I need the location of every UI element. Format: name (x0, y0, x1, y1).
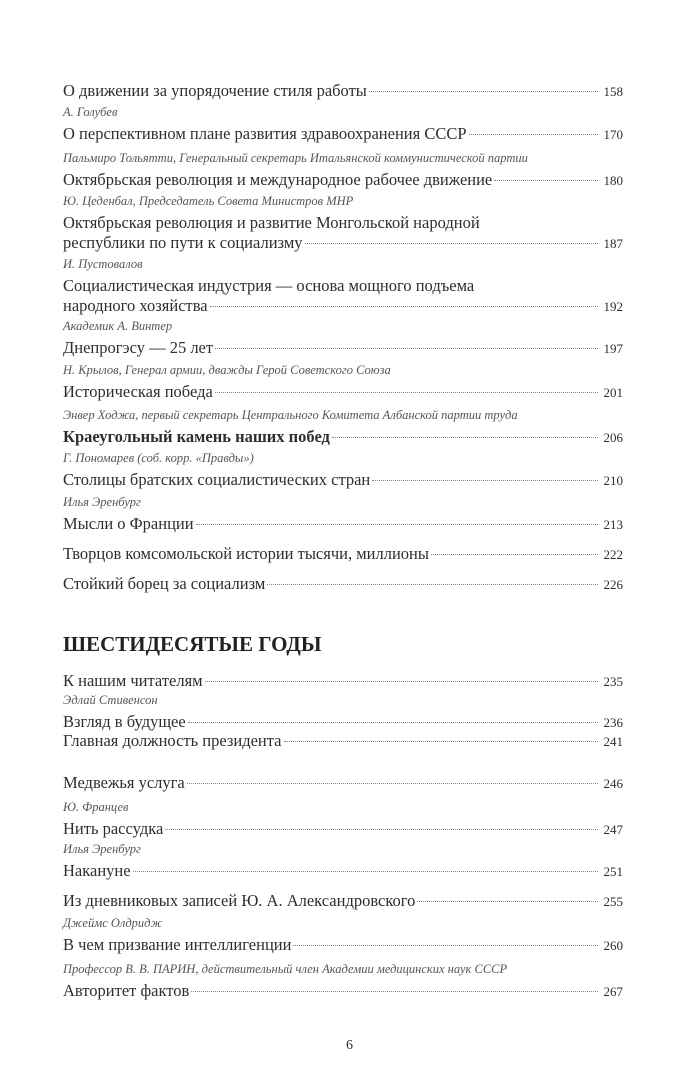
toc-entry[interactable] (63, 981, 623, 1002)
dot-leader (372, 480, 597, 481)
entry-page-number: 187 (603, 235, 623, 251)
entry-page-number: 158 (603, 84, 623, 99)
toc-entry[interactable] (63, 427, 623, 448)
toc-entry[interactable] (63, 773, 623, 794)
toc-entry[interactable] (63, 213, 623, 233)
entry-page-number: 222 (603, 547, 623, 562)
dot-leader (187, 783, 598, 784)
toc-entry[interactable] (63, 124, 623, 145)
entry-title: Историческая победа (63, 382, 213, 401)
toc-entry[interactable] (63, 382, 623, 403)
entry-page-number: 201 (603, 385, 623, 400)
entry-author: Энвер Ходжа, первый секретарь Центрального Комитета Албанской партии труда (63, 408, 518, 422)
entry-title: К нашим читателям (63, 671, 203, 690)
dot-leader (196, 524, 598, 525)
entry-page-number: 251 (603, 864, 623, 879)
dot-leader (494, 180, 597, 181)
toc-entry[interactable] (63, 233, 623, 254)
entry-author: Ю. Цеденбал, Председатель Совета Министров МНР (63, 194, 354, 208)
dot-leader (369, 91, 598, 92)
entry-author: Пальмиро Тольятти, Генеральный секретарь Итальянской коммунистической партии (63, 151, 528, 165)
entry-page-number: 210 (603, 473, 623, 488)
dot-leader (210, 306, 598, 307)
entry-title: Авторитет фактов (63, 981, 190, 1000)
dot-leader (332, 437, 598, 438)
dot-leader (284, 741, 598, 742)
entry-title: В чем призвание интеллигенции (63, 935, 292, 954)
entry-page-number: 226 (603, 577, 623, 592)
entry-author: Илья Эренбург (63, 842, 141, 856)
toc-entry[interactable] (63, 574, 623, 595)
dot-leader (293, 945, 597, 946)
entry-title: Главная должность президента (63, 731, 282, 750)
entry-author: Профессор В. В. ПАРИН, действительный член Академии медицинских наук СССР (63, 962, 508, 976)
entry-title: Днепрогэсу — 25 лет (63, 338, 214, 357)
entry-title: Из дневниковых записей Ю. А. Александровского (63, 891, 416, 910)
entry-author: Эдлай Стивенсон (63, 693, 158, 707)
entry-page-number: 235 (603, 674, 623, 689)
entry-title: Творцов комсомольской истории тысячи, миллионы (63, 544, 429, 563)
toc-entry[interactable] (63, 276, 623, 296)
entry-page-number: 260 (603, 938, 623, 953)
entry-title: Столицы братских социалистических стран (63, 470, 371, 489)
entry-page-number: 192 (603, 298, 623, 314)
entry-page-number: 180 (603, 173, 623, 188)
dot-leader (205, 681, 598, 682)
page-number: 6 (346, 1038, 353, 1053)
entry-author: Илья Эренбург (63, 495, 141, 509)
entry-page-number: 213 (603, 517, 623, 532)
dot-leader (191, 991, 597, 992)
entry-title: Стойкий борец за социализм (63, 574, 266, 593)
entry-title: республики по пути к социализму (63, 232, 303, 252)
entry-page-number: 241 (603, 734, 623, 749)
toc-entry[interactable] (63, 891, 623, 912)
dot-leader (133, 871, 598, 872)
entry-page-number: 236 (603, 715, 623, 730)
entry-author: Ю. Францев (63, 800, 129, 814)
dot-leader (267, 584, 597, 585)
toc-entry[interactable] (63, 671, 623, 692)
entry-title: О перспективном плане развития здравоохранения СССР (63, 124, 467, 143)
entry-page-number: 197 (603, 341, 623, 356)
entry-page-number: 170 (603, 127, 623, 142)
entry-title: Октябрьская революция и развитие Монгольской народной (63, 213, 480, 232)
entry-page-number: 267 (603, 984, 623, 999)
toc-entry[interactable] (63, 296, 623, 317)
entry-author: Академик А. Винтер (63, 319, 173, 333)
dot-leader (215, 348, 597, 349)
dot-leader (188, 722, 598, 723)
entry-title: О движении за упорядочение стиля работы (63, 81, 367, 100)
entry-title: Октябрьская революция и международное рабочее движение (63, 170, 493, 189)
toc-entry[interactable] (63, 861, 623, 882)
entry-title: Нить рассудка (63, 819, 164, 838)
entry-page-number: 247 (603, 822, 623, 837)
dot-leader (165, 829, 597, 830)
dot-leader (305, 243, 598, 244)
entry-title: Накануне (63, 861, 131, 880)
entry-page-number: 255 (603, 894, 623, 909)
entry-title: Медвежья услуга (63, 773, 185, 792)
section-heading: ШЕСТИДЕСЯТЫЕ ГОДЫ (63, 632, 322, 656)
dot-leader (417, 901, 597, 902)
entry-author: Г. Пономарев (соб. корр. «Правды») (63, 451, 254, 465)
entry-author: Джеймс Олдридж (63, 916, 163, 930)
dot-leader (469, 134, 598, 135)
toc-entry[interactable] (63, 170, 623, 191)
toc-entry[interactable] (63, 544, 623, 565)
toc-entry[interactable] (63, 712, 623, 733)
toc-entry[interactable] (63, 731, 623, 752)
entry-title: Социалистическая индустрия — основа мощного подъема (63, 276, 475, 295)
toc-entry[interactable] (63, 935, 623, 956)
entry-title: народного хозяйства (63, 295, 208, 315)
entry-author: И. Пустовалов (63, 257, 143, 271)
dot-leader (215, 392, 598, 393)
toc-entry[interactable] (63, 338, 623, 359)
entry-author: Н. Крылов, Генерал армии, дважды Герой Советского Союза (63, 363, 391, 377)
entry-page-number: 246 (603, 776, 623, 791)
entry-title: Краеугольный камень наших побед (63, 427, 330, 446)
entry-title: Взгляд в будущее (63, 712, 186, 731)
entry-author: А. Голубев (63, 105, 118, 119)
toc-entry[interactable] (63, 81, 623, 102)
toc-entry[interactable] (63, 514, 623, 535)
dot-leader (431, 554, 598, 555)
toc-entry[interactable] (63, 470, 623, 491)
entry-page-number: 206 (603, 430, 623, 445)
entry-title: Мысли о Франции (63, 514, 194, 533)
toc-entry[interactable] (63, 819, 623, 840)
